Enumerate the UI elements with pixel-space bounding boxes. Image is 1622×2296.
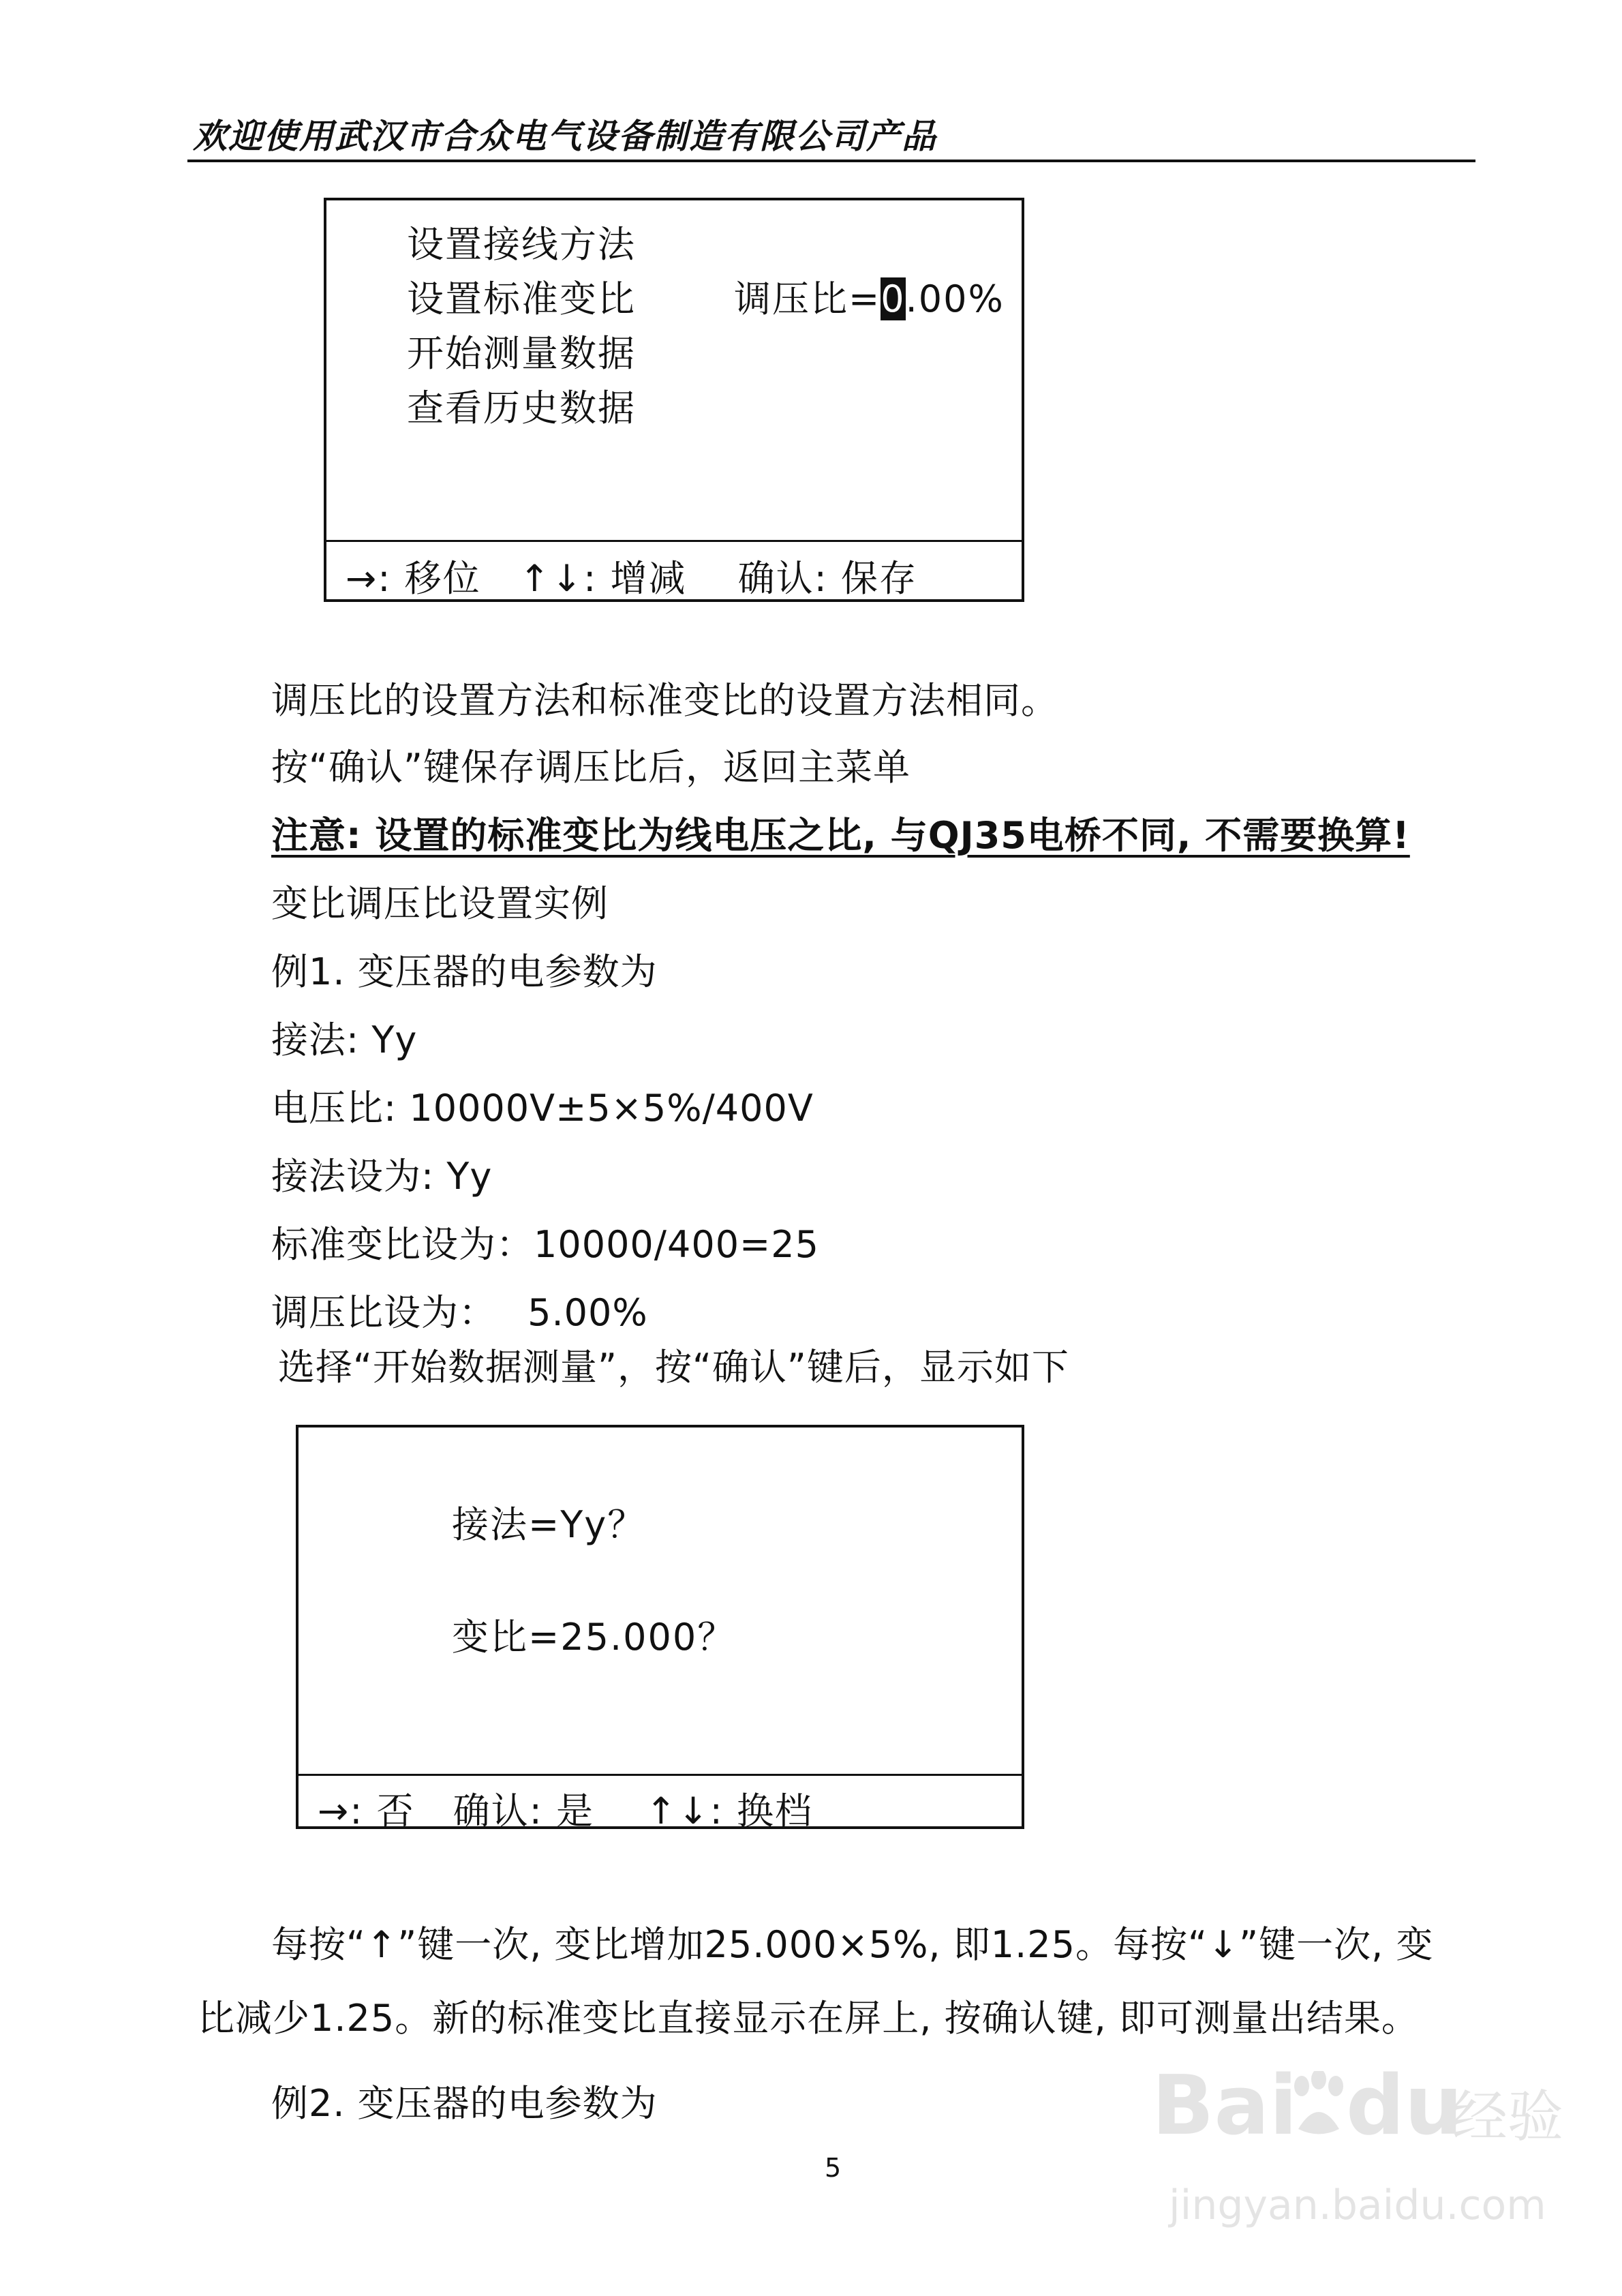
paragraph: 调压比的设置方法和标准变比的设置方法相同。 [271, 679, 1058, 722]
paragraph: 调压比设为： 5.00% [271, 1291, 648, 1334]
lcd-divider [299, 1774, 1022, 1776]
header-rule [187, 160, 1475, 162]
menu-item-history: 查看历史数据 [407, 387, 636, 429]
tap-ratio-value: .00% [905, 277, 1005, 320]
ratio-confirm-line: 变比=25.000？ [452, 1616, 736, 1659]
lcd-divider [326, 540, 1022, 542]
lcd-footer-hints: →: 否 确认: 是 ↑↓: 换档 [318, 1789, 813, 1832]
paragraph: 每按“↑”键一次, 变比增加25.000×5%, 即1.25。每按“↓”键一次, 变 [271, 1923, 1434, 1966]
lcd-screen-confirm [296, 1425, 1024, 1832]
edit-cursor: 0 [881, 277, 906, 320]
watermark-jingyan: 经验 [1452, 2085, 1564, 2149]
warning-note: 注意: 设置的标准变比为线电压之比, 与QJ35电桥不同, 不需要换算! [271, 814, 1410, 857]
menu-item-ratio: 设置标准变比 [407, 277, 636, 320]
page-number: 5 [825, 2153, 842, 2183]
paragraph: 比减少1.25。新的标准变比直接显示在屏上, 按确认键, 即可测量出结果。 [198, 1997, 1419, 2040]
paragraph: 电压比: 10000V±5×5%/400V [271, 1087, 814, 1130]
paragraph: 例1. 变压器的电参数为 [271, 950, 658, 993]
tap-ratio-field [734, 270, 1005, 322]
paragraph: 标准变比设为：10000/400=25 [271, 1223, 820, 1266]
tap-ratio-label: 调压比= [734, 277, 881, 320]
page-header: 欢迎使用武汉市合众电气设备制造有限公司产品 [193, 117, 937, 156]
paragraph: 变比调压比设置实例 [271, 882, 609, 925]
watermark-brand-suffix: du [1346, 2059, 1463, 2154]
menu-item-wiring: 设置接线方法 [407, 223, 636, 266]
paragraph: 按“确认”键保存调压比后，返回主菜单 [271, 746, 911, 789]
paragraph: 接法: Yy [271, 1018, 418, 1061]
lcd-screen-settings [324, 198, 1024, 602]
wiring-confirm-line: 接法=Yy？ [452, 1503, 646, 1546]
paragraph: 接法设为: Yy [271, 1155, 493, 1198]
lcd-footer-hints: →: 移位 ↑↓: 增减 确认: 保存 [346, 557, 917, 600]
watermark-url: jingyan.baidu.com [1169, 2181, 1546, 2229]
paragraph: 例2. 变压器的电参数为 [271, 2082, 658, 2125]
watermark-brand: Bai [1152, 2059, 1298, 2154]
paw-icon [1288, 2071, 1349, 2139]
paragraph: 选择“开始数据测量”，按“确认”键后，显示如下 [278, 1346, 1069, 1389]
baidu-jingyan-watermark [1152, 2059, 1564, 2263]
menu-item-measure: 开始测量数据 [407, 332, 636, 375]
